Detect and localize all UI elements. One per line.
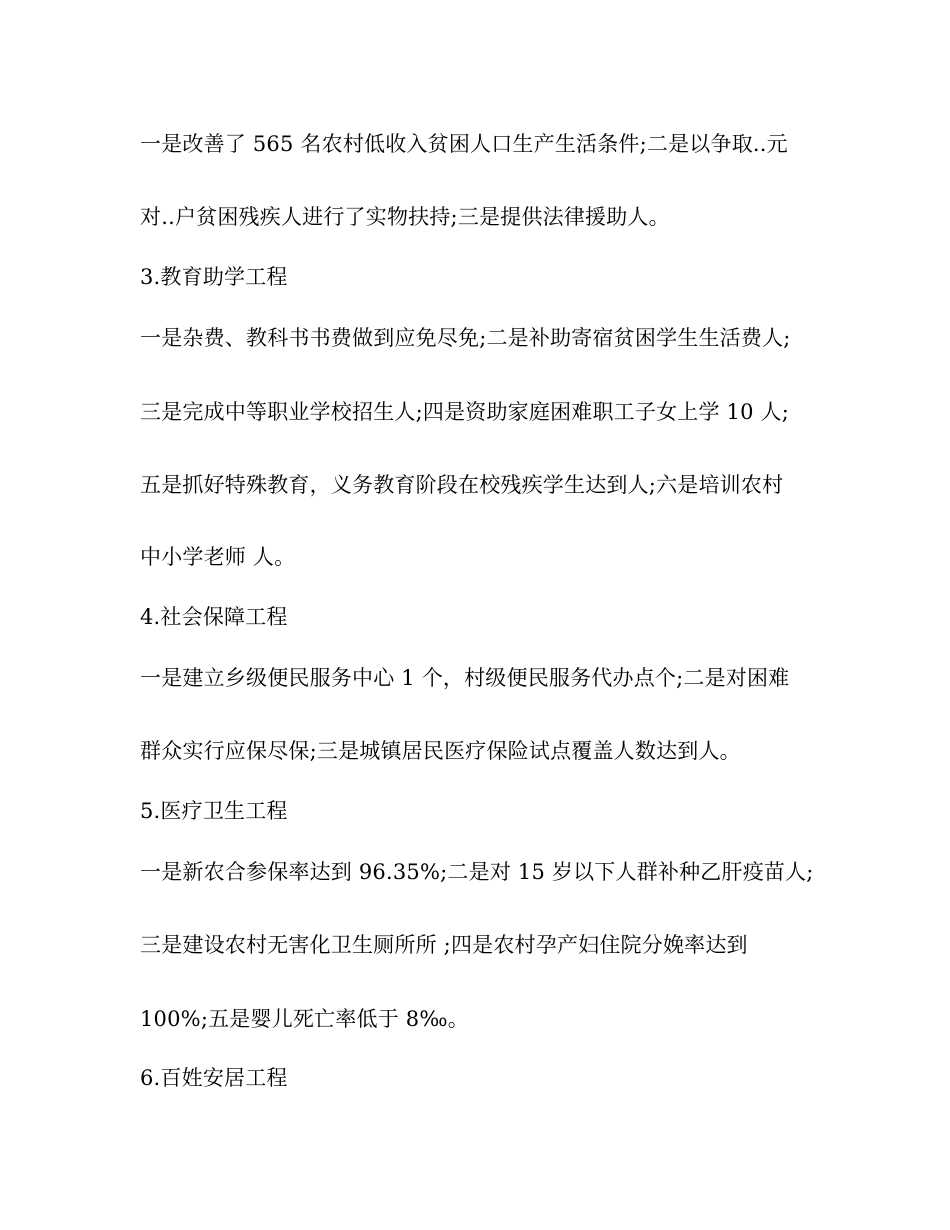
paragraph-line-5: 五是抓好特殊教育，义务教育阶段在校残疾学生达到人;六是培训农村 (140, 473, 784, 497)
paragraph-line-2: 对..户贫困残疾人进行了实物扶持;三是提供法律援助人。 (140, 205, 670, 229)
paragraph-line-11: 100%;五是婴儿死亡率低于 8‰。 (140, 1007, 469, 1031)
paragraph-line-4: 三是完成中等职业学校招生人;四是资助家庭困难职工子女上学 10 人; (140, 400, 790, 424)
section-heading-5: 5.医疗卫生工程 (140, 799, 288, 823)
paragraph-line-1: 一是改善了 565 名农村低收入贫困人口生产生活条件;二是以争取..元 (140, 132, 788, 156)
paragraph-line-3: 一是杂费、教科书书费做到应免尽免;二是补助寄宿贫困学生生活费人; (140, 326, 791, 350)
paragraph-line-9: 一是新农合参保率达到 96.35%;二是对 15 岁以下人群补种乙肝疫苗人; (140, 860, 814, 884)
paragraph-line-7: 一是建立乡级便民服务中心 1 个，村级便民服务代办点个;二是对困难 (140, 666, 790, 690)
section-heading-3: 3.教育助学工程 (140, 265, 288, 289)
paragraph-line-10: 三是建设农村无害化卫生厕所所 ;四是农村孕产妇住院分娩率达到 (140, 933, 748, 957)
section-heading-6: 6.百姓安居工程 (140, 1066, 288, 1090)
paragraph-line-6: 中小学老师 人。 (140, 545, 296, 569)
paragraph-line-8: 群众实行应保尽保;三是城镇居民医疗保险试点覆盖人数达到人。 (140, 739, 741, 763)
section-heading-4: 4.社会保障工程 (140, 605, 288, 629)
